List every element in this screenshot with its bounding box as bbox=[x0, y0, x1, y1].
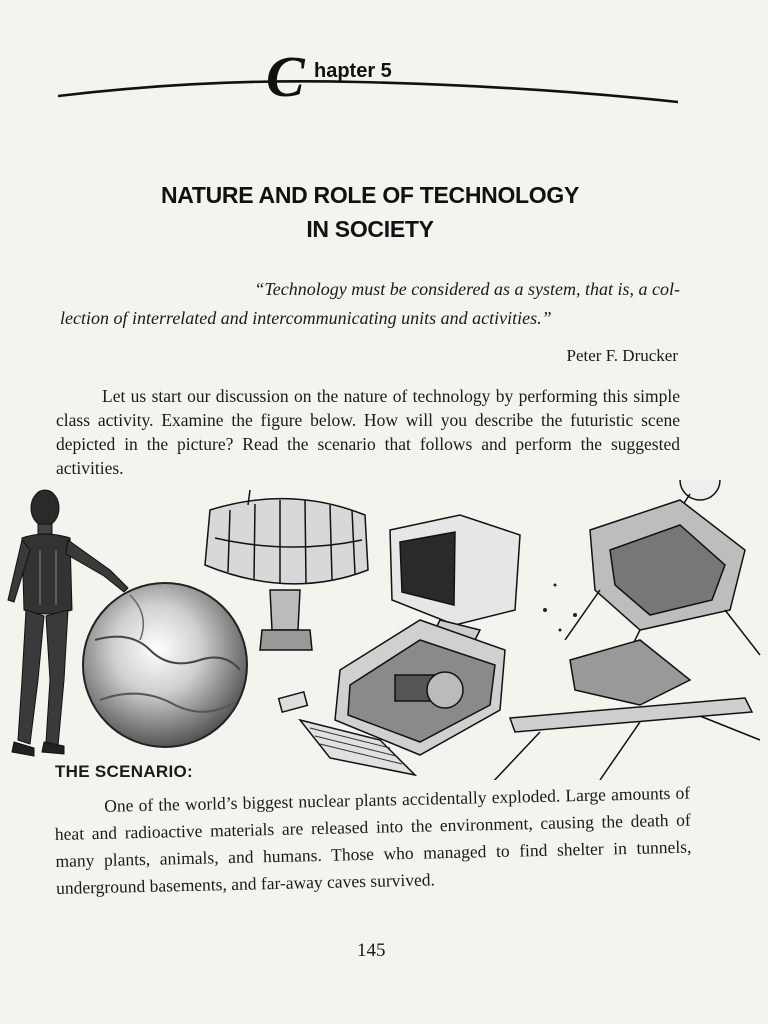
scenario-paragraph bbox=[54, 780, 692, 902]
chapter-header bbox=[58, 30, 678, 110]
page-number: 145 bbox=[357, 940, 386, 961]
scenario-heading: THE SCENARIO: bbox=[55, 762, 194, 781]
space-lander bbox=[490, 480, 760, 780]
intro-paragraph bbox=[56, 384, 680, 480]
technology-illustration bbox=[0, 480, 768, 780]
quote-line-2: lection of interrelated and intercommunicating units and activities.” bbox=[60, 308, 552, 328]
chapter-initial: C bbox=[266, 44, 305, 109]
title-line-2: IN SOCIETY bbox=[306, 216, 434, 242]
page-title bbox=[90, 178, 650, 246]
chapter-label: hapter 5 bbox=[314, 60, 392, 82]
quote-author: Peter F. Drucker bbox=[566, 346, 678, 365]
quote-line-1: “Technology must be considered as a system, that is, a col- bbox=[254, 279, 680, 299]
globe bbox=[83, 583, 247, 747]
scenario-text: One of the world’s biggest nuclear plants accidentally exploded. Large amounts of heat and radioactive materials are released into the environment, causing the death of many plants, animals, and humans. Those who managed to find shelter in tunnels, underground basements, and far-away caves survived. bbox=[54, 782, 692, 898]
title-line-1: NATURE AND ROLE OF TECHNOLOGY bbox=[160, 182, 580, 208]
intro-text: Let us start our discussion on the nature of technology by performing this simple class activity. Examine the figure below. How will you describe the futuristic scene depicted in the picture? Read the scenario that follows and perform the suggested activities. bbox=[56, 386, 680, 478]
epigraph-quote bbox=[60, 275, 680, 333]
